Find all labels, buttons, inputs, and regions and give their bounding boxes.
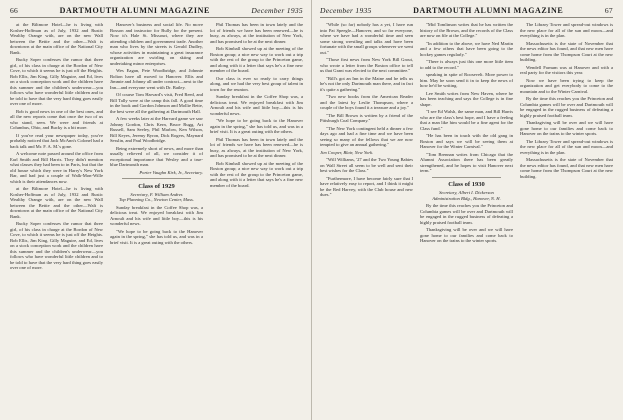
paragraph: Lee Smith writes from New Haven, where he has been teaching and says the College is in fine shape. bbox=[420, 90, 513, 107]
paragraph: Jim Cooper, Blair, New York. bbox=[320, 149, 374, 155]
divider bbox=[432, 177, 501, 178]
left-running-title: DARTMOUTH ALUMNI MAGAZINE bbox=[59, 6, 210, 15]
right-column-3 bbox=[520, 22, 613, 420]
paragraph: Of course Tom Harvard's visit, Fred Reed, and Bill Tally were at the camp this fall. A good time in the book and Gordon Johnson and Mollie Bette, the best were all the gathering at Dartmouth Hall. bbox=[110, 92, 203, 114]
paragraph: "I see Ed Walsh, the same man, and Bill Harris who are the class's best hope, and I have a feeling that a man like him would be a fine agent for the Class fund." bbox=[420, 109, 513, 131]
class-1930-heading: Class of 1930 bbox=[448, 181, 485, 188]
class-1930-secretary: Secretary, Albert I. Dickerson Administration Bldg., Hanover, N. H. bbox=[432, 190, 501, 201]
paragraph: "The Bill Brown is written by a friend of the Pittsburgh Coal Company." bbox=[320, 112, 413, 123]
paragraph: speaking in spite of Roosevelt. More power to him. May he soon send it in to keep the news of how he'd be writing. bbox=[420, 72, 513, 88]
class-1929-secretary: Secretary, F. William Andres Top Planning Co., Newton Center, Mass. bbox=[119, 191, 194, 202]
paragraph: By the time this reaches you the Princeton and Columbia games will be over and Dartmouth will be engaged in the rugged business of defeating a highly praised football team. bbox=[420, 203, 513, 225]
paragraph: Massachusetts is the state of November that the news editor has found, and that new men have come home from the Thompson Court at the new building. bbox=[520, 40, 613, 62]
paragraph: "He has been in touch with the old gang in Boston and says we will be seeing them at Hanover for the Winter Carnival." bbox=[420, 133, 513, 149]
paragraph: Hanover's business and social life. No move Bosson and instructor for Bully for the present. Now it's Hale St. Missouri, where they are attending children and government trade. Another man who lives by the streets is Gerald Dudley, whose activities in maintaining a great insurance organization are swirling on skiing and undertaking minor enterprises. bbox=[110, 22, 203, 66]
paragraph: Bob Kimball showed up at the meeting of the Boston group; a nice new way to work out a trip with the rest of the group to the Princeton game, and along with it a letter that says he's a fine new member of the board. bbox=[210, 160, 303, 188]
paragraph: Phil Thomas has been in town lately and the lot of friends we have has been renewed—he is busy, as always, at the institution of New York, and has promised to be at the next dinner. bbox=[210, 22, 303, 44]
paragraph: "Bill's got an Inn in the Maine and he tells us he's not the only Dartmouth man there, and in fact it's quite a gathering." bbox=[320, 75, 413, 92]
paragraph: "We hope to be going back to the Hanover again in the spring," she has told us, and was in a brief visit. It is a great outing with the others. bbox=[210, 118, 303, 134]
paragraph: "We hope to be going back to the Hanover again in the spring," she has told us, and was in a brief visit. It is a great outing with the others. bbox=[110, 228, 203, 245]
paragraph: Our class is ever so ready to carry things along, and we had the very best group of talent in town for the reunion. bbox=[210, 75, 303, 92]
paragraph: If you've read your newspaper today, you've probably noticed that Jack McAnn's Colonel had a back talk and Mr. F. A. M.'s gone. bbox=[10, 132, 103, 149]
right-page bbox=[312, 0, 623, 420]
paragraph: The Library Tower and spread-out windows is the new place for all of the sun and moon—and everything is in the plan. bbox=[520, 138, 613, 155]
paragraph: "In addition to the above, we have Ned Martin and a few others that have been going to the hockey games regularly." bbox=[420, 40, 513, 57]
right-page-date: December 1935 bbox=[320, 6, 372, 15]
paragraph: "Those first news from New York Bill Grout, who wrote a letter from the Boston office to tell us that Grant was elected to the next committee." bbox=[320, 57, 413, 73]
paragraph: at the Biltmore Hotel—he is living with Kosher-Hoffman as of July, 1932 and Rustic Wealthy Orange with, are on the new Wall between the Bettie and the other—Walt is downtown at the main office of the National City Bank. bbox=[10, 186, 103, 219]
paragraph: Phil Thomas has been in town lately and the lot of friends we have has been renewed—he is busy, as always, at the institution of New York, and has promised to be at the next dinner. bbox=[210, 136, 303, 158]
left-column-3 bbox=[210, 22, 303, 420]
paragraph: Thanksgiving will be over and we will have gone home to our families and come back to Hanover on the trains to the winter sports. bbox=[420, 227, 513, 243]
paragraph: "The New York contingent held a dinner a few days ago and had a fine time and we have been seeing so many of the fellows that we are now tempted to give an annual gathering." bbox=[320, 125, 413, 147]
paragraph: The Library Tower and spread-out windows is the new place for all of the sun and moon—and everything is in the plan. bbox=[520, 22, 613, 38]
paragraph: Wes Eagan, Pete Woodbridge, and Johnnie Bolton have all moved to Hanover. Ellis and Jimmie and Johnny all under contract—next to the Inn—and everyone went with Dr. Bailey. bbox=[110, 68, 203, 90]
left-page-header bbox=[10, 6, 303, 18]
left-column-1 bbox=[10, 22, 103, 420]
left-page-number: 66 bbox=[10, 6, 19, 15]
right-column-2 bbox=[420, 22, 513, 420]
right-page-number: 67 bbox=[604, 6, 613, 15]
paragraph: Bob Kimball showed up at the meeting of the Boston group; a nice new way to work out a trip with the rest of the group to the Princeton game, and along with it a letter that says he's a fine new member of the board. bbox=[210, 46, 303, 73]
paragraph: By the time this reaches you the Princeton and Columbia games will be over and Dartmouth will be engaged in the rugged business of defeating a highly praised football team. bbox=[520, 96, 613, 118]
paragraph: "Will Williams, '27 and the Two Young Babies on Wall Street all seem to be well and sent their best wishes for the Class." bbox=[320, 157, 413, 173]
paragraph: A welcome note passed around the office from Earl Smith and Bill Harris. They didn't mention what classes they had been to in Paris, but that the old house which they were in Harry's New York Bar, and had just a couple of Walk-Mon-Wille which is their attendances now. bbox=[10, 151, 103, 184]
left-page-date: December 1935 bbox=[251, 6, 303, 15]
paragraph: "Tom Brennan writes from Chicago that the Alumni Association there has been greatly strengthened, and he hopes to visit Hanover next term." bbox=[420, 151, 513, 173]
right-column-1 bbox=[320, 22, 413, 420]
paragraph: Wendell Farnum was at Hanover and with a real party for the visitors this year. bbox=[520, 64, 613, 75]
left-column-2 bbox=[110, 22, 203, 420]
paragraph: Porter Vaughn Kirk, Jr., Secretary. bbox=[139, 169, 203, 175]
divider bbox=[122, 178, 191, 179]
paragraph: Thanksgiving will be over and we will have gone home to our families and come back to Hanover on the trains to the winter sports. bbox=[520, 120, 613, 136]
paragraph: at the Biltmore Hotel—he is living with Kosher-Hoffman as of July, 1932 and Rustic Wealthy Orange with, are on the new Wall between the Bettie and the other—Walt is downtown at the main office of the National City Bank. bbox=[10, 22, 103, 55]
paragraph: Bucky Soper confesses the rumor that three girl, of his class in charge at the Bordon of New Cove, to which it seems he is just off the Heights. Bob Ellis, Jim King, Gilly Maguire, and Ed, lives on a stock conception work and the children have this summer and the children's underwear—you follows who have wonderful little children and to be told to have that the very hard thing goes easily over one of more. bbox=[10, 57, 103, 106]
paragraph: Now we have been trying to keep the organization and get everybody to come to the mountain and to the Winter Carnival. bbox=[520, 77, 613, 94]
paragraph: Sunday breakfast in the Coffee Shop was, a delicious treat. We enjoyed breakfast with Jim Arnoult and his wife and little boy—this is his wonderful news. bbox=[210, 94, 303, 116]
left-page bbox=[0, 0, 311, 420]
right-running-title: DARTMOUTH ALUMNI MAGAZINE bbox=[413, 6, 564, 15]
paragraph: "There is always just this one more little item to add to the record." bbox=[420, 59, 513, 70]
class-1929-heading: Class of 1929 bbox=[138, 182, 175, 190]
paragraph: Being extremely short of news, and more than usually relieved of all, we consider it of exceptional importance that Wesley and a true-blue Dartmouth man. bbox=[110, 145, 203, 167]
paragraph: Bob is good news in one of the best ones, and all the new reports come that once the two of us who stand, seen. We were and friends at Columbus, Ohio, and Bucky is a bit more. bbox=[10, 108, 103, 130]
right-page-header bbox=[320, 6, 613, 18]
paragraph: "While (so far) nobody has a yet, I have run into Pat Speegle—Hanover, and so far everyone, where we have had a wonderful time and seen some strong wrestling and talks and have been fortunate with the small groups whenever we went out." bbox=[320, 22, 413, 55]
paragraph: Bucky Soper confesses the rumor that three girl, of his class in charge at the Bordon of New Cove, to which it seems he is just off the Heights. Bob Ellis, Jim King, Gilly Maguire, and Ed, lives on a stock conception work and the children have this summer and the children's underwear—you follows who have wonderful little children and to be told to have that the very hard thing goes easily over one of more. bbox=[10, 221, 103, 270]
paragraph: Sunday breakfast in the Coffee Shop was, a delicious treat. We enjoyed breakfast with Jim Arnoult and his wife and little boy—this is his wonderful news. bbox=[110, 204, 203, 226]
paragraph: "Two new books from the American Reader and the latest by Leslie Thompson, where a couple of the boys found it a treasure and a joy." bbox=[320, 94, 413, 110]
paragraph: "Mid Tomlinson writes that he has written the history of the Brown, and the records of the Class are now on file at the College." bbox=[420, 22, 513, 38]
paragraph: Massachusetts is the state of November that the news editor has found, and that new men have come home from the Thompson Court at the new building. bbox=[520, 157, 613, 179]
paragraph: "Furthermore, I have become fairly sure that I have relatively easy to report, and I think it might be the Red Harvey, with the Club house and new dues." bbox=[320, 175, 413, 197]
paragraph: A few weeks later at the Harvard game we saw Johnny Gordon, Chris Kern, Bruce Rugg, Art Russell, Sam Seeley, Phil Marlow, Ken Wilson, Bill Keyes, Jeremy Byron, Dick Rogers, Maynard Sesslin, and Paul Woodbridge. bbox=[110, 116, 203, 143]
